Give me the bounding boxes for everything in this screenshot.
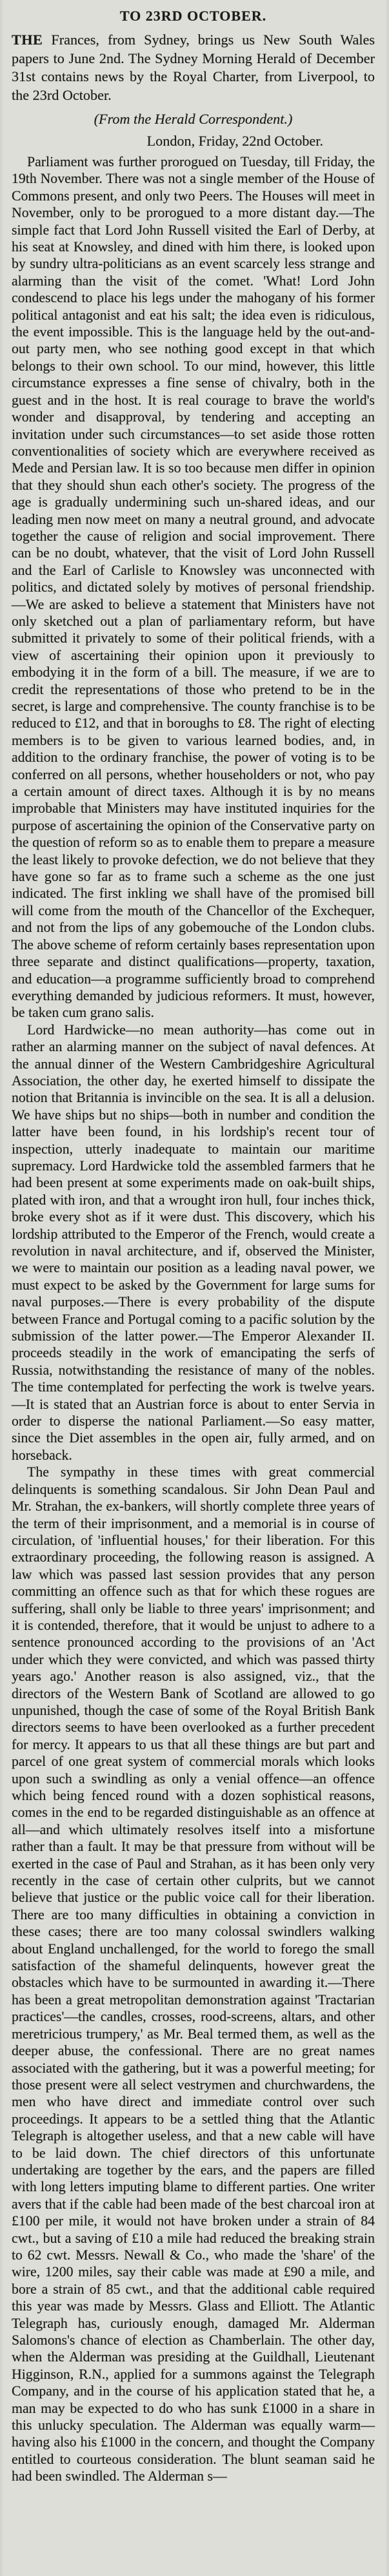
article-paragraph-1: Parliament was further prorogued on Tuesday, till Friday, the 19th November. There was not a single member of the House of Commons present, and only two Peers. The Houses will meet in November, only to be prorogued to a more distant day.—The simple fact that Lord John Russell visited the Earl of Derby, at his seat at Knowsley, and dined with him there, is looked upon by sundry ultra-politicians as an event scarcely less strange and alarming than the visit of the comet. 'What! Lord John condescend to place his legs under the mahogany of his former political antagonist and eat his salt; the idea even is ridiculous, the event impossible. This is the language held by the out-and-out party men, who see nothing good except in that which belongs to their own school. To our mind, however, this little circumstance expresses a fine sense of chivalry, both in the guest and in the host. It is real courage to brave the world's wonder and disapproval, by tendering and accepting an invitation under such circumstances—to set aside those rotten conventionalities of society which are everywhere received as Mede and Persian law. It is so too because men differ in opinion that they should shun each other's society. The progress of the age is gradually undermining such un-shared ideas, and our leading men now meet on many a neutral ground, and advocate together the cause of religion and social improvement. There can be no doubt, whatever, that the visit of Lord John Russell and the Earl of Carlisle to Knowsley was unconnected with politics, and dictated solely by motives of personal friendship.—We are asked to believe a statement that Ministers have not only sketched out a plan of parliamentary reform, but have submitted it privately to some of their political friends, with a view of ascertaining their opinion upon it previously to embodying it in the form of a bill. The measure, if we are to credit the representations of those who pretend to be in the secret, is large and comprehensive. The county franchise is to be reduced to £12, and that in boroughs to £8. The right of electing members is to be given to various learned bodies, and, in addition to the ordinary franchise, the power of voting is to be conferred on all persons, whether householders or not, who pay a certain amount of direct taxes. Although it is by no means improbable that Ministers may have instituted inquiries for the purpose of ascertaining the opinion of the Conservative party on the question of reform so as to enable them to prepare a measure the least likely to provoke defection, we do not believe that they have gone so far as to frame such a scheme as the one just indicated. The first inkling we shall have of the promised bill will come from the mouth of the Chancellor of the Exchequer, and not from the lips of any gobemouche of the London clubs. The above scheme of reform certainly bases representation upon three separate and distinct qualifications—property, taxation, and education—a programme sufficiently broad to comprehend everything demanded by judicious reformers. It must, however, be taken cum grano salis. (12, 154, 375, 1021)
article-paragraph-2: Lord Hardwicke—no mean authority—has come out in rather an alarming manner on the subject of naval defences. At the annual dinner of the Western Cambridgeshire Agricultural Association, the other day, he exerted himself to dissipate the notion that Britannia is invincible on the sea. It is all a delusion. We have ships but no ships—both in number and condition the latter have been found, in his lordship's recent tour of inspection, utterly inadequate to maintain our maritime supremacy. Lord Hardwicke told the assembled farmers that he had been present at some experiments made on oak-built ships, plated with iron, and that a wrought iron hull, four inches thick, broke every shot as if it were dust. This discovery, which his lordship attributed to the Emperor of the French, would create a revolution in naval architecture, and if, observed the Minister, we were to maintain our position as a leading naval power, we must expect to be asked by the Government for large sums for naval purposes.—There is every probability of the dispute between France and Portugal coming to a pacific solution by the submission of the latter power.—The Emperor Alexander II. proceeds steadily in the work of emancipating the serfs of Russia, notwithstanding the resistance of many of the nobles. The time contemplated for perfecting the work is twelve years.—It is stated that an Austrian force is about to enter Servia in order to disperse the national Parliament.—So easy matter, since the Diet assembles in the open air, fully armed, and on horseback. (12, 1022, 375, 1463)
dateline: London, Friday, 22nd October. (146, 133, 323, 149)
section-heading: TO 23RD OCTOBER. (119, 8, 267, 24)
article-paragraph-3: The sympathy in these times with great commercial delinquents is something scandalous. Sir John Dean Paul and Mr. Strahan, the ex-bankers, will shortly complete three years of the term of their imprisonment, and a memorial is in course of circulation, of 'influential houses,' for their liberation. For this extraordinary proceeding, the following reason is assigned. A law which was passed last session provides that any person committing an offence such as that for which these rogues are suffering, shall only be liable to three years' imprisonment; and it is contended, therefore, that it would be unjust to adhere to a sentence pronounced according to the provisions of an 'Act under which they were convicted, and which was passed thirty years ago.' Another reason is also assigned, viz., that the directors of the Western Bank of Scotland are allowed to go unpunished, though the case of some of the Royal British Bank directors seems to have been overlooked as a further precedent for mercy. It appears to us that all these things are but part and parcel of one great system of commercial morals which looks upon such a swindling as only a venial offence—an offence which being fenced round with a dozen sophistical reasons, comes in the end to be regarded distinguishable as an offence at all—and which ultimately resolves itself into a misfortune rather than a fault. It may be that pressure from without will be exerted in the case of Paul and Strahan, as it has been only very recently in the case of certain other culprits, but we cannot believe that justice or the public voice call for their liberation. There are too many difficulties in obtaining a conviction in these cases; there are too many colossal swindlers walking about England unchallenged, for the world to forego the small satisfaction of the shameful delinquents, however great the obstacles which have to be surmounted in awarding it.—There has been a great metropolitan demonstration against 'Tractarian practices'—the candles, crosses, rood-screens, altars, and other meretricious trumpery,' as Mr. Beal termed them, as well as the deeper abuse, the confessional. There are no great names associated with the gathering, but it was a powerful meeting; for those present were all select vestrymen and churchwardens, the men who have direct and immediate control over such proceedings. It appears to be a settled thing that the Atlantic Telegraph is altogether useless, and that a new cable will have to be laid down. The chief directors of this unfortunate undertaking are together by the ears, and the papers are filled with long letters imputing blame to different parties. One writer avers that if the cable had been made of the best charcoal iron at £100 per mile, it would not have broken under a strain of 84 cwt., but a saving of £10 a mile had reduced the breaking strain to 62 cwt. Messrs. Newall & Co., who made the 'share' of the wire, 1200 miles, say their cable was made at £90 a mile, and bore a strain of 85 cwt., and that the additional cable required this year was made by Messrs. Glass and Elliott. The Atlantic Telegraph has, curiously enough, damaged Mr. Alderman Salomons's chance of election as Chamberlain. The other day, when the Alderman was presiding at the Guildhall, Lieutenant Higginson, R.N., applied for a summons against the Telegraph Company, and in the course of his application stated that he, a man may be expected to do who has sunk £1000 in a share in this unlucky speculation. The Alderman was equally warm—having also his £1000 in the concern, and thought the Company entitled to courteous consideration. The blunt seaman said he had been swindled. The Alderman s— (12, 1464, 375, 2484)
intro-lead: THE (12, 32, 43, 48)
correspondent-byline: (From the Herald Correspondent.) (94, 111, 293, 127)
article-body (12, 153, 375, 2485)
intro-text: Frances, from Sydney, brings us New South Wales papers to June 2nd. The Sydney Morning Herald of December 31st contains news by the Royal Charter, from Liverpool, to the 23rd October. (12, 32, 375, 103)
intro-paragraph (12, 31, 375, 104)
